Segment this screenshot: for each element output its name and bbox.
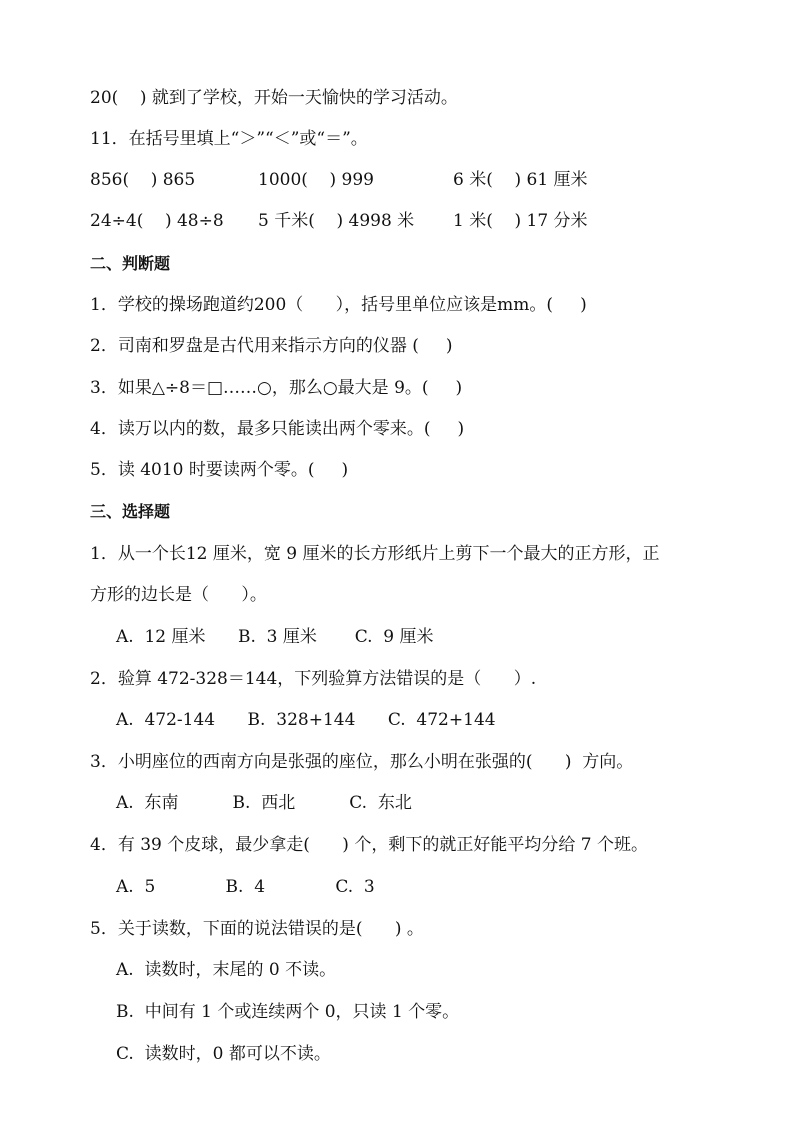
judgment-item-1: 1．学校的操场跑道约200（ ），括号里单位应该是mm。( ) [90, 295, 587, 315]
section-title-judgment: 二、判断题 [90, 254, 171, 273]
text-line-continuation: 20( ) 就到了学校，开始一天愉快的学习活动。 [90, 88, 458, 108]
choice-q3-options: A. 东南 B. 西北 C. 东北 [116, 793, 412, 813]
choice-q1-line2: 方形的边长是（ ）。 [90, 585, 267, 605]
choice-q5-option-b: B. 中间有 1 个或连续两个 0，只读 1 个零。 [116, 1002, 460, 1022]
choice-q5-option-a: A. 读数时，末尾的 0 不读。 [116, 960, 337, 980]
choice-q1-options: A. 12 厘米 B. 3 厘米 C. 9 厘米 [116, 627, 434, 647]
section-title-choice: 三、选择题 [90, 502, 171, 521]
judgment-item-3: 3．如果△÷8＝□……○，那么○最大是 9。( ) [90, 378, 463, 398]
choice-q5: 5．关于读数，下面的说法错误的是( ) 。 [90, 919, 424, 939]
choice-q4: 4．有 39 个皮球，最少拿走( ) 个，剩下的就正好能平均分给 7 个班。 [90, 835, 648, 855]
choice-q2-options: A. 472-144 B. 328+144 C. 472+144 [116, 710, 496, 730]
choice-q2: 2．验算 472-328＝144，下列验算方法错误的是（ ）. [90, 669, 537, 689]
compare-r2c1: 24÷4( ) 48÷8 [90, 211, 224, 231]
compare-r2c2: 5 千米( ) 4998 米 [258, 211, 415, 231]
compare-r1c3: 6 米( ) 61 厘米 [453, 170, 588, 190]
choice-q1-line1: 1．从一个长12 厘米，宽 9 厘米的长方形纸片上剪下一个最大的正方形，正 [90, 544, 660, 564]
compare-r1c2: 1000( ) 999 [258, 170, 374, 190]
judgment-item-4: 4．读万以内的数，最多只能读出两个零来。( ) [90, 419, 465, 439]
choice-q5-option-c: C. 读数时，0 都可以不读。 [116, 1044, 331, 1064]
choice-q4-options: A. 5 B. 4 C. 3 [116, 877, 375, 897]
compare-r2c3: 1 米( ) 17 分米 [453, 211, 588, 231]
choice-q3: 3．小明座位的西南方向是张强的座位，那么小明在张强的( ) 方向。 [90, 752, 634, 772]
compare-r1c1: 856( ) 865 [90, 170, 196, 190]
judgment-item-2: 2．司南和罗盘是古代用来指示方向的仪器 ( ) [90, 336, 453, 356]
question-11: 11．在括号里填上“＞”“＜”或“＝”。 [90, 129, 368, 149]
judgment-item-5: 5．读 4010 时要读两个零。( ) [90, 460, 349, 480]
